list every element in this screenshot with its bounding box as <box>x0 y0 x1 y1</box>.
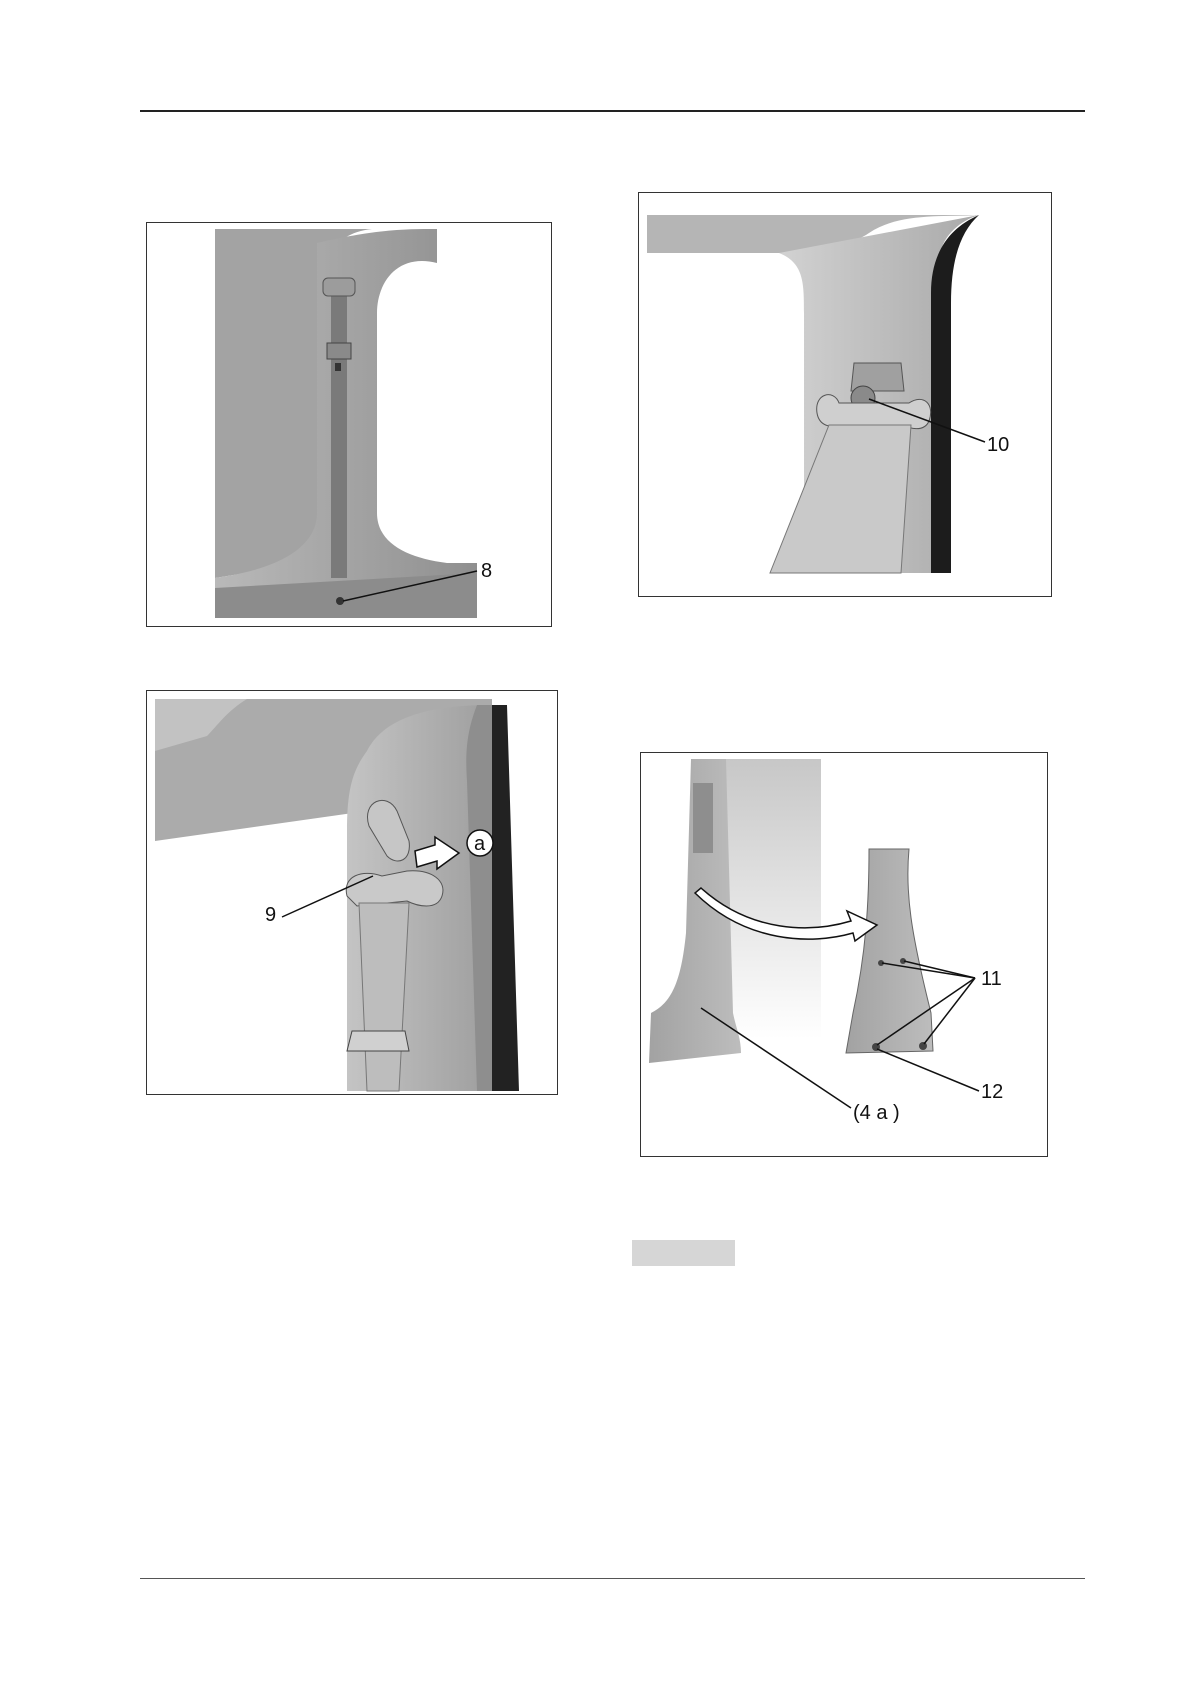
callout-12: 12 <box>981 1081 1004 1103</box>
callout-9: 9 <box>265 904 277 926</box>
figure-2-illustration <box>639 193 1051 596</box>
figure-1 <box>146 222 552 627</box>
callout-a: a <box>474 833 486 855</box>
highlight-box <box>632 1240 735 1266</box>
figure-4-illustration <box>641 753 1047 1156</box>
footer-rule <box>140 1578 1085 1579</box>
figure-3 <box>146 690 558 1095</box>
callout-10: 10 <box>987 434 1010 456</box>
figure-1-illustration <box>147 223 551 626</box>
figure-2 <box>638 192 1052 597</box>
callout-11: 11 <box>981 968 1002 990</box>
figure-4 <box>640 752 1048 1157</box>
callout-8: 8 <box>481 560 493 582</box>
callout-4a: (4 a ) <box>853 1102 900 1124</box>
header-rule <box>140 110 1085 112</box>
figure-3-illustration <box>147 691 557 1094</box>
